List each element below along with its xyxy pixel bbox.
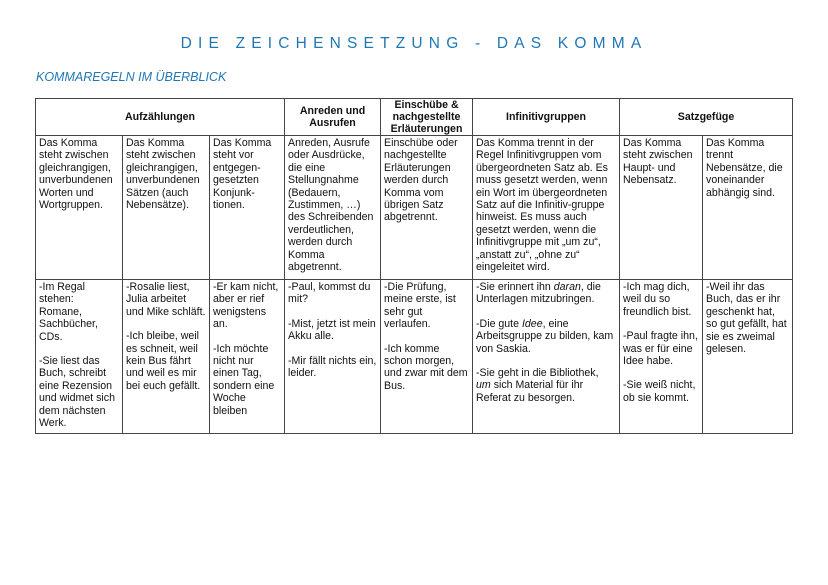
- table-row-rules: [36, 136, 793, 280]
- page-title: DIE ZEICHENSETZUNG - DAS KOMMA: [180, 35, 648, 52]
- example-text: -Paul fragte ihn, was er für eine Idee habe.: [623, 330, 698, 368]
- rule-cell: Das Komma trennt Nebensätze, die voneinander abhängig sind.: [703, 136, 793, 280]
- header-infinitiv: Infinitivgruppen: [473, 99, 620, 136]
- rule-cell: Das Komma trennt in der Regel Infinitivgruppen vom übergeordneten Satz ab. Es muss gesetzt werden, wenn ein Wort im übergeordneten Satz auf die Infinitiv-gruppe hinweist. Es muss auch gesetzt werden, wenn die Infinitivgruppe mit „um zu“, „anstatt zu“, „ohne zu“ eingeleitet wird.: [473, 136, 620, 280]
- example-text: -Ich mag dich, weil du so freundlich bist.: [623, 281, 692, 318]
- example-cell: [36, 280, 123, 434]
- rule-cell: Das Komma steht vor entgegen-gesetzten Konjunk-tionen.: [210, 136, 285, 280]
- example-text: -Sie weiß nicht, ob sie kommt.: [623, 379, 696, 404]
- rule-cell: Das Komma steht zwischen Haupt- und Nebensatz.: [620, 136, 703, 280]
- rule-cell: Das Komma steht zwischen gleichrangigen, unverbundenen Worten und Wortgruppen.: [36, 136, 123, 280]
- example-text: -Rosalie liest, Julia arbeitet und Mike schläft.: [126, 281, 206, 318]
- example-cell: [210, 280, 285, 434]
- example-text: -Ich möchte nicht nur einen Tag, sondern eine Woche bleiben: [213, 342, 275, 417]
- example-text: -Paul, kommst du mit?: [288, 281, 371, 306]
- example-text: -Er kam nicht, aber er rief wenigstens an.: [213, 281, 279, 331]
- emphasis: Idee: [521, 317, 543, 330]
- rule-cell: Das Komma steht zwischen gleichrangigen, unverbundenen Sätzen (auch Nebensätze).: [123, 136, 210, 280]
- example-text: -Mir fällt nichts ein, leider.: [288, 354, 377, 380]
- table-row-examples: [36, 280, 793, 434]
- header-aufzaehlungen: Aufzählungen: [36, 99, 285, 136]
- example-cell: [123, 280, 210, 434]
- example-cell: [620, 280, 703, 434]
- example-cell: [473, 280, 620, 434]
- example-cell: [381, 280, 473, 434]
- example-text: -Im Regal stehen: Romane, Sachbücher, CDs.: [39, 281, 98, 343]
- example-text: -Die gute Idee, eine Arbeitsgruppe zu bilden, kam von Saskia.: [476, 317, 614, 355]
- emphasis: um: [476, 379, 491, 392]
- example-text: -Weil ihr das Buch, das er ihr geschenkt hat, so gut gefällt, hat sie es zweimal gelesen.: [706, 281, 787, 356]
- header-anreden: Anreden und Ausrufen: [285, 99, 381, 136]
- example-text: -Sie erinnert ihn daran, die Unterlagen mitzubringen.: [476, 281, 601, 306]
- header-satzgefuege: Satzgefüge: [620, 99, 793, 136]
- example-text: -Die Prüfung, meine erste, ist sehr gut verlaufen.: [384, 281, 456, 331]
- header-einschuebe: Einschübe & nachgestellte Erläuterungen: [381, 99, 473, 136]
- rule-cell: Einschübe oder nachgestellte Erläuterungen werden durch Komma vom übrigen Satz abgetrennt.: [381, 136, 473, 280]
- rule-cell: Anreden, Ausrufe oder Ausdrücke, die eine Stellungnahme (Bedauern, Zustimmen, …) des Schreibenden verdeutlichen, werden durch Komma abgetrennt.: [285, 136, 381, 280]
- example-text: -Mist, jetzt ist mein Akku alle.: [288, 317, 376, 343]
- section-subtitle: KOMMAREGELN IM ÜBERBLICK: [36, 70, 227, 84]
- example-text: -Sie liest das Buch, schreibt eine Rezension und widmet sich dem nächsten Werk.: [39, 355, 115, 430]
- emphasis: daran: [553, 281, 581, 293]
- example-cell: [703, 280, 793, 434]
- example-text: -Sie geht in die Bibliothek, um sich Material für ihr Referat zu besorgen.: [476, 367, 599, 404]
- example-cell: [285, 280, 381, 434]
- example-text: -Ich komme schon morgen, und zwar mit dem Bus.: [384, 342, 468, 392]
- example-text: -Ich bleibe, weil es schneit, weil kein Bus fährt und weil es mir bei euch gefällt.: [126, 330, 201, 392]
- comma-rules-table: [35, 98, 793, 434]
- table-header-row: [36, 99, 793, 136]
